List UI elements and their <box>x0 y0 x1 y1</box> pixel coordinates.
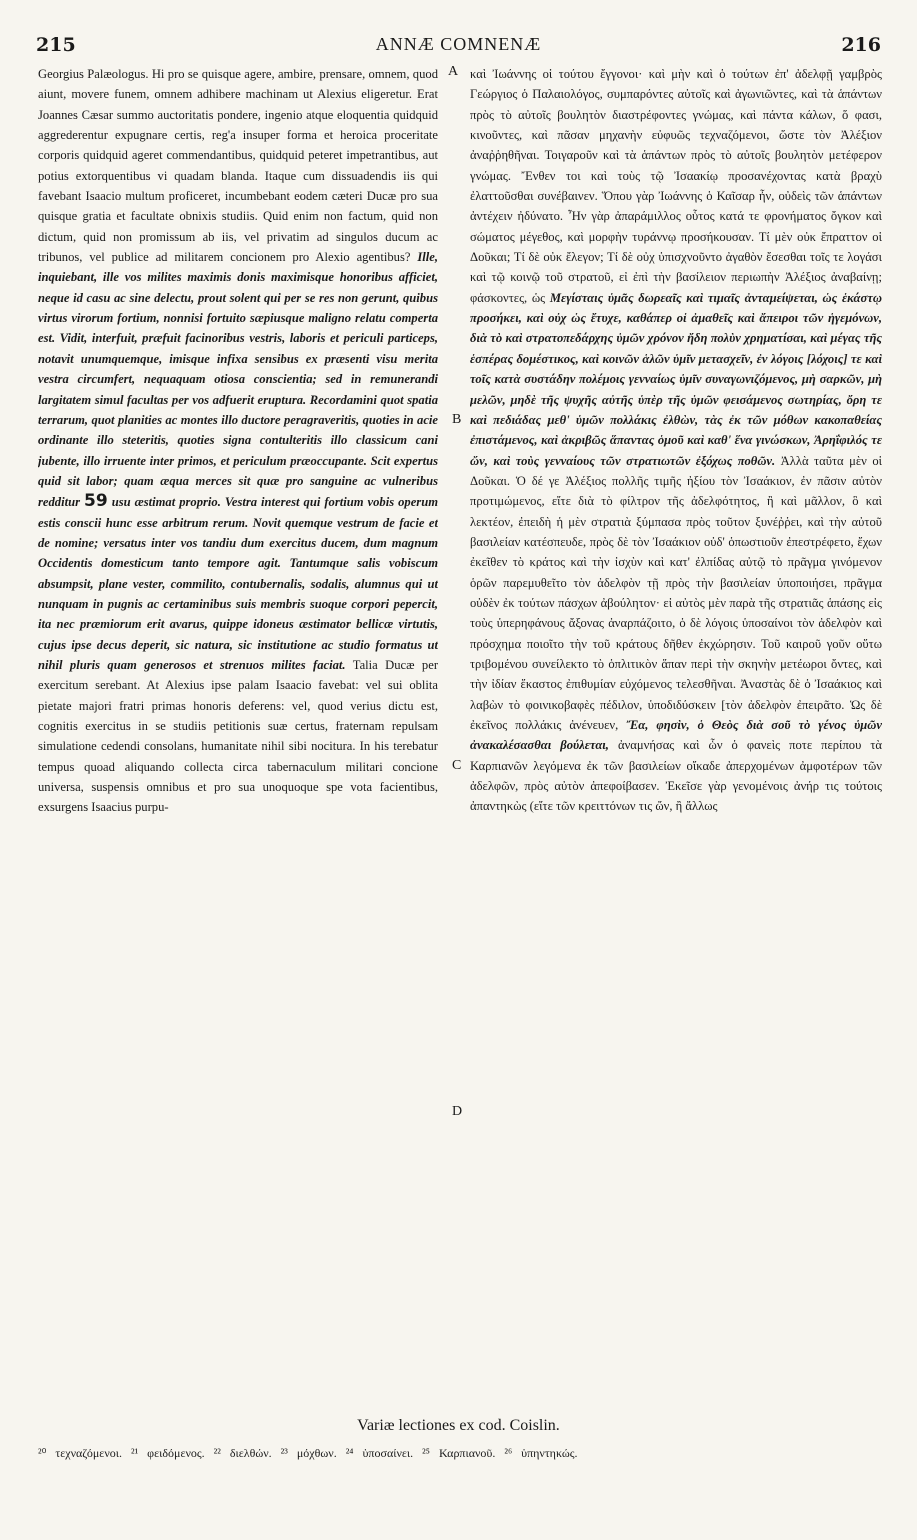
greek-speech: Μεγίσταις ὑμᾶς δωρεαῖς καὶ τιμαῖς ἀνταμείψεται, ὡς ἑκάστῳ προσήκει, καὶ οὐχ ὡς ἔτυχε, καθάπερ οἱ ἀμαθεῖς καὶ ἄπειροι τῶν ἡγεμόνων, διὰ τὸ καὶ στρατοπεδάρχης ὑμῶν χρόνον ἤδη πολὺν χρηματίσαι, καὶ μέγας τῆς ἑσπέρας δομέστικος, καὶ κοινῶν ἁλῶν ὑμῖν μετασχεῖν, ἐν λόγοις [λόχοις] τε καὶ τοῖς κατὰ συστάδην πολέμοις γενναίως ὑμῖν συναγωνιζόμενος, μὴ σαρκῶν, μὴ μελῶν, μηδὲ τῆς ψυχῆς αὐτῆς ὑπὲρ τῆς ὑμῶν φεισάμενος σωτηρίας, ὄρη τε καὶ πεδιάδας μεθ' ὑμῶν πολλάκις ἐλθὼν, τὰς ἐκ τῶν μόθων κακοπαθείας ἐπιστάμενος, καὶ ἀκριβῶς ἅπαντας ὁμοῦ καὶ καθ' ἕνα γινώσκων, Ἀρηΐφιλός τε ὤν, καὶ τοὺς γενναίους τῶν στρατιωτῶν ἐξόχως ποθῶν. <box>470 290 882 468</box>
greek-text-end: ἀναμνήσας καὶ ὧν ὁ φανεὶς ποτε περίπου τὰ Καρπιανῶν λεγόμενα ἐκ τῶν βασιλείων οἴκαδε ἀπερχομένων ἀμφοτέρων τῶν ἀδελφῶν, πρὸς αὐτὸν ἀπεφοίβασεν. Ἐκεῖσε γὰρ γενομένοις ἀνήρ τις τούτοις ἀπαντηκὼς (εἴτε τῶν κρειττόνων τις ὤν, ἢ ἄλλως <box>470 738 882 814</box>
greek-text-3b: Ὡς δὲ ἐκεῖνος πολλάκις ἀνένευεν, <box>470 697 882 732</box>
latin-paragraph <box>38 64 438 818</box>
greek-text: καὶ Ἰωάννης οἱ τούτου ἔγγονοι· καὶ μὴν καὶ ὁ τούτων ἐπ' ἀδελφῇ γαμβρὸς Γεώργιος ὁ Παλαιολόγος, συμπαρόντες αὐτοῖς καὶ ἀγωνιῶντες, καὶ τὰ ἁπάντων πρὸς τὸ αὐτοῖς βουλητὸν διαστρέφοντες γνώμας, καὶ πάντα κάλων, ὅ φασι, κινοῦντες, καὶ πᾶσαν μηχανὴν εὐφυῶς τεχναζόμενοι, ὥστε τὸν Ἀλέξιον ἀναῤῥηθῆναι. Τοιγαροῦν καὶ τὰ ἁπάντων πρὸς τὸ αὐτοῖς βουλητὸν μετέφερον γνώμας. Ἔνθεν τοι καὶ τοὺς τῷ Ἰσαακίῳ προσανέχοντας κατὰ βραχὺ ἐλαττοῦσθαι συνέβαινεν. Ὅπου γὰρ Ἰωάννης ὁ Καῖσαρ ἦν, οὐδεὶς τῶν ἁπάντων ἀντέχειν ἠδύνατο. Ἦν γὰρ ἀπαράμιλλος οὗτος κατά τε φρονήματος ὄγκον καὶ σώματος μέγεθος, καὶ μορφὴν τυράννῳ προσήκουσαν. Τί μὲν οὐκ ἔπραττον οἱ Δοῦκαι; Τί δὲ οὐκ ἔλεγον; Τί δὲ οὐχ ὑπισχνοῦντο ἀγαθὸν ἔσεσθαι τοῖς τε λογάσι καὶ τῷ κοινῷ τοῦ στρατοῦ, εἰ ἐπὶ τὴν βασίλειον περιωπὴν Ἀλέξιος ἀναβαίνῃ; φάσκοντες, ὡς <box>470 67 882 305</box>
page-number-left: 215 <box>36 34 76 56</box>
greek-column <box>470 64 882 1404</box>
latin-text: Georgius Palæologus. Hi pro se quisque agere, ambire, prensare, omnem, quod aiunt, movere funem, omnem adhibere machinam ut Alexius eligeretur. Erat Joannes Cæsar summo auctoritatis pondere, ingenio atque eloquentia quidquid aggrederentur expugnare certis, reg'a insuper forma et heroica proceritate corporis quidquid ageret commendantibus, quidquid peteret impetrantibus, aut potius extorquentibus vi quadam blanda. Itaque cum dissuadendis iis qui favebant Isaacio multum proficeret, incumbebant eodem cæteri Ducæ pro sua quisque gratia et facultate obnixis studiis. Quid enim non factum, quid non dictum, quid non promissum ab iis, vel privatim ad singulos ducum ac tribunos, vel publice ad militarem concionem pro Alexio agentibus? <box>38 67 438 265</box>
greek-text-3: Τοῦ καιροῦ γοῦν οὕτω τριβομένου συνείλεκτο τὸ ὁπλιτικὸν ἅπαν περὶ τὴν σκηνὴν μετέωροι ὄντες, καὶ τὴν ἰδίαν ἕκαστος ἐπιθυμίαν εὐχόμενος τελεσθῆναι. Ἀναστὰς δὲ ὁ Ἰσαάκιος καὶ λαβὼν τὸ φοινικοβαφὲς πέδιλον, ὑποδιδύσκειν [τὸν ἀδελφὸν ἐπειρᾶτο. <box>470 636 882 712</box>
margin-number: 59 <box>84 491 108 512</box>
margin-letter-c: C <box>452 758 462 773</box>
page-header <box>36 34 881 58</box>
margin-letter-d: D <box>452 1104 463 1119</box>
latin-column <box>38 64 438 1404</box>
page-number-right: 216 <box>841 34 881 56</box>
latin-text-end: Talia Ducæ per exercitum serebant. At Alexius ipse palam Isaacio favebat: vel sui oblita pietate majori fratri primas honoris deferens: vel, quod verius dictu est, cognitis exercitus in se studiis petitionis suæ certus, fraternam repulsam simulatione cedendi consolans, humanitate nihil sibi nocitura. In his terebatur tempus quoad aliquando collecta circa tabernaculum militari concione universa, suspensis omnibus et pro sua unoquoque spe vota facientibus, exsurgens Isaacius purpu- <box>38 657 438 815</box>
footnotes: ²⁰ τεχναζόμενοι. ²¹ φειδόμενος. ²² διελθών. ²³ μόχθων. ²⁴ ὑποσαίνει. ²⁵ Καρπιανοῦ. ²⁶ ὑπηντηκώς. <box>38 1446 578 1460</box>
margin-letter-b: B <box>452 412 462 427</box>
greek-text-2: Ἀλλὰ ταῦτα μὲν οἱ Δοῦκαι. Ὁ δέ γε Ἀλέξιος πολλῆς τιμῆς ἠξίου τὸν Ἰσαάκιον, ἐν πᾶσιν αὐτὸν προτιμώμενος, εἴτε διὰ τὸ φίλτρον τῆς ἀδελφότητος, ἢ καὶ μᾶλλον, ὃ καὶ λεκτέον, ἐπειδὴ ἡ μὲν στρατιὰ ξύμπασα πρὸς τοῦτον ξυνέῤῥει, καὶ τὴν αὐτοῦ βασιλείαν κατέσπευδε, πρὸς δὲ τὸν Ἰσαάκιον οὐδ' ὁπωστιοῦν ἐπεστρέφετο, ἔχων ἐκεῖθεν τὸ κράτος καὶ τὴν ἰσχὺν καὶ κατ' ἐλπίδας αὐτῷ τὸ πρᾶγμα γινόμενον ὁρῶν παρεμυθεῖτο τὸν ἀδελφὸν τῇ πρὸς τὴν βασιλείαν ὑποποιήσει, πρᾶγμα οὐδὲν ἐκ τούτων πάσχων ἀβούλητον· εἰ αὐτὸς μὲν παρὰ τῆς στρατιᾶς ἁπάσης εἰς τοὺς ὑπερηφάνους ἄξονας ἀναρπάζοιτο, ὁ δὲ λόγοις ὑποσαίνοι τὸν ἀδελφὸν καὶ πρόσχημα ποιοῖτο τὴν τοῦ κράτους δῆθεν ἐκχώρησιν. <box>470 453 882 651</box>
margin-letter-a: A <box>448 64 459 79</box>
greek-paragraph <box>470 64 882 817</box>
running-title: ANNÆ COMNENÆ <box>375 34 542 54</box>
latin-speech: Ille, inquiebant, ille vos milites maximis donis maximisque honoribus afficiet, neque id casu ac sine delectu, prout solent qui per se res non gerunt, quibus virtus virorum fortium, nonnisi fortuito sæpiusque maligno relatu comperta est. Vidit, interfuit, præfuit facinoribus vestris, laboris et periculi particeps, notavit unumquemque, imisque infixa sensibus ex præsenti visu merita vestra circumfert, nequaquam otiosa conscientia; sed in remunerandi largitatem simul facultas per vos adfuerit eruptura. Recordamini quot spatia terrarum, quot planities ac montes illo ductore peragraveritis, quoties in acie ordinante illo steteritis, quoties signa contulteritis illo classicum cani jubente, illo irruente inter primos, et periculum præoccupante. Scit expertus quid sit labor; quam æqua merces sit quæ pro sanguine ac vulneribus redditur <box>38 250 438 510</box>
greek-speech-2: Ἔα, φησὶν, ὁ Θεὸς διὰ σοῦ τὸ γένος ὑμῶν ἀνακαλέσασθαι βούλεται, <box>470 718 882 753</box>
variae-lectiones-title: Variæ lectiones ex cod. Coislin. <box>357 1417 560 1434</box>
latin-speech-cont: usu æstimat proprio. Vestra interest qui fortium vobis operum estis conscii hunc esse arbitrum rerum. Novit quemque vestrum de facie et de nomine; versatus inter vos tandiu dum exercitus ducem, dum magnum Occidentis domesticum tanto tempore agit. Tantumque salis vobiscum absumpsit, plane vester, commilito, contubernalis, sodalis, alumnus qui ut nunquam in pugnis ac certaminibus suis membris suoque corpori pepercit, ita nec præmiorum erit avarus, quippe idoneus æstimator bellicæ virtutis, cujus ipse decus deperit, sic natura, sic institutione ac studio formatus ut nihil pluris quam generosos et strenuos milites faciat. <box>38 495 438 672</box>
